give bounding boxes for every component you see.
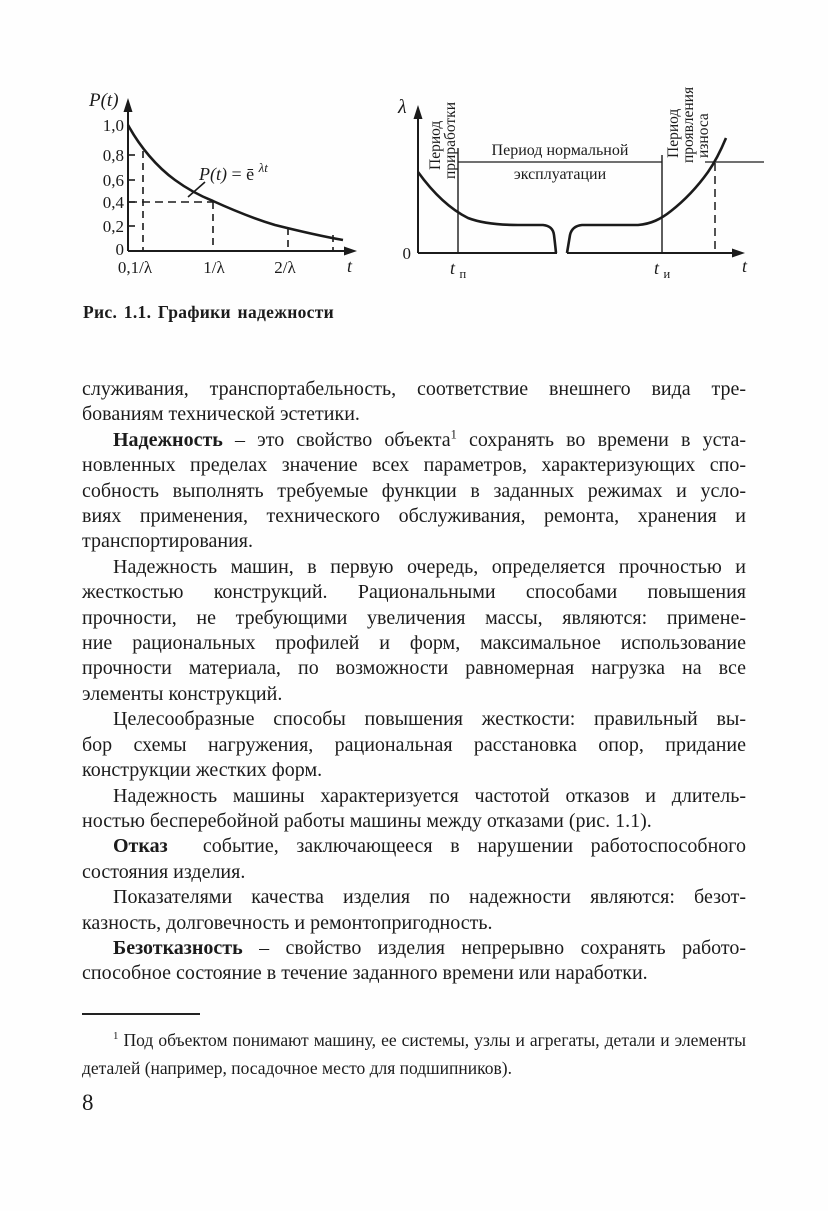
text-line	[82, 656, 746, 681]
zone3-label-line1: Период	[665, 108, 682, 158]
text-line	[82, 1027, 746, 1055]
bold-term: Отказ	[113, 835, 168, 858]
tick-subscript: п	[459, 267, 467, 281]
text-run: ние рациональных профилей и форм, максимальное использование	[82, 632, 746, 655]
formula-eq: = ē	[231, 164, 255, 184]
failure-rate-curve-left	[418, 172, 556, 253]
y-tick-label: 0	[115, 240, 124, 259]
text-line	[82, 529, 746, 554]
text-run: прочности, не требующими увеличения массы, являются: примене-	[82, 606, 746, 629]
text-run: прочности материала, по возможности равномерная нагрузка на все	[82, 657, 746, 680]
x-tick-label: 1/λ	[203, 258, 225, 277]
text-run: Под объектом понимают машину, ее системы, узлы и агрегаты, детали и элементы	[118, 1030, 746, 1050]
y-axis-title: P(t)	[89, 90, 119, 111]
text-line	[82, 377, 746, 402]
text-line	[82, 580, 746, 605]
text-run: ностью бесперебойной работы машины между отказами (рис. 1.1).	[82, 809, 652, 832]
zone3-label-line3: износа	[695, 113, 712, 158]
text-run: Надежность машин, в первую очередь, определяется прочностью и	[113, 555, 746, 578]
text-run: – свойство изделия непрерывно сохранять работо-	[242, 936, 746, 959]
y-tick-label: 0,8	[102, 146, 124, 165]
text-run: способное состояние в течение заданного времени или наработки.	[82, 962, 648, 985]
text-run: деталей (например, посадочное место для подшипников).	[82, 1057, 512, 1078]
text-line	[82, 707, 746, 732]
x-axis-title: t	[347, 256, 353, 276]
text-run: бор схемы нагружения, рациональная расстановка опор, придание	[82, 733, 746, 756]
figure-failure-rate	[393, 82, 778, 287]
y-tick-label: 0,4	[102, 193, 124, 212]
text-run: служивания, транспортабельность, соответствие внешнего вида тре-	[82, 378, 746, 400]
bold-term: Безотказность	[113, 936, 243, 959]
text-run: бованиям технической эстетики.	[82, 403, 360, 426]
y-tick-label: 0,6	[102, 171, 124, 190]
text-run: конструкции жестких форм.	[82, 759, 323, 782]
y-axis-arrow-icon	[414, 105, 423, 119]
curve-formula	[198, 160, 268, 185]
text-run: жесткостью конструкций. Рациональными способами повышения	[82, 581, 746, 604]
text-line	[82, 758, 746, 783]
text-line	[82, 1055, 746, 1083]
text-line	[82, 860, 746, 885]
x-tick-label: 2/λ	[274, 258, 296, 277]
text-line	[82, 402, 746, 427]
tick-base: t	[450, 258, 456, 278]
text-run: виях применения, технического обслуживания, ремонта, хранения и	[82, 505, 746, 528]
text-line	[82, 809, 746, 834]
y-axis-title: λ	[398, 96, 407, 118]
formula-exponent: λt	[258, 160, 268, 175]
figure-reliability-curve	[85, 85, 370, 285]
text-line	[82, 936, 746, 961]
y-tick-label: 1,0	[102, 116, 124, 135]
body-text	[82, 377, 746, 987]
footnote-text	[82, 1027, 746, 1082]
x-axis-title: t	[742, 256, 748, 276]
origin-label: 0	[402, 244, 411, 263]
text-run: Показателями качества изделия по надежности являются: безот-	[113, 886, 746, 909]
text-run: казность, долговечность и ремонтопригодность.	[82, 911, 493, 934]
text-run: элементы конструкций.	[82, 682, 283, 705]
formula-pt: P(t)	[199, 164, 227, 184]
text-run: событие, заключающееся в нарушении работоспособного	[167, 835, 746, 858]
bold-term: Надежность	[113, 428, 223, 451]
text-line	[82, 733, 746, 758]
page-number: 8	[82, 1090, 94, 1115]
text-line	[82, 834, 746, 859]
text-line	[82, 606, 746, 631]
text-run: собность выполнять требуемые функции в заданных режимах и усло-	[82, 479, 746, 502]
zone2-label-line2: эксплуатации	[513, 166, 607, 183]
text-run: Целесообразные способы повышения жесткости: правильный вы-	[113, 708, 746, 731]
text-line	[82, 631, 746, 656]
text-line	[82, 911, 746, 936]
text-run: сохранять во времени в уста-	[456, 428, 746, 451]
text-line	[82, 885, 746, 910]
footnote-ref: 1	[450, 427, 457, 442]
x-tick-tn	[450, 258, 467, 281]
footnote-ref: 1	[113, 1030, 119, 1043]
x-tick-label: 0,1/λ	[117, 258, 153, 277]
x-axis-arrow-icon	[344, 247, 357, 256]
tick-base: t	[654, 258, 660, 278]
zone1-label-line1: Период	[427, 120, 444, 170]
y-axis-arrow-icon	[124, 98, 133, 112]
text-line	[82, 555, 746, 580]
text-line	[82, 961, 746, 986]
text-line	[82, 428, 746, 453]
figure-caption: Рис. 1.1. Графики надежности	[83, 302, 334, 322]
tick-subscript: и	[663, 267, 671, 281]
zone3-label-line2: проявления	[680, 86, 697, 163]
text-run: Надежность машины характеризуется частотой отказов и длитель-	[113, 784, 746, 807]
text-run: новленных пределах значение всех параметров, характеризующих спо-	[82, 454, 746, 477]
text-line	[82, 479, 746, 504]
text-run: – это свойство объекта	[222, 428, 451, 451]
y-tick-label: 0,2	[102, 217, 124, 236]
text-run: транспортирования.	[82, 530, 253, 553]
text-run: состояния изделия.	[82, 860, 246, 883]
text-line	[82, 682, 746, 707]
zone1-label-line2: приработки	[442, 101, 459, 179]
footnote-separator	[82, 1013, 200, 1015]
text-line	[82, 784, 746, 809]
text-line	[82, 453, 746, 478]
text-line	[82, 504, 746, 529]
zone2-label-line1: Период нормальной	[491, 142, 629, 159]
x-tick-ti	[654, 258, 671, 281]
